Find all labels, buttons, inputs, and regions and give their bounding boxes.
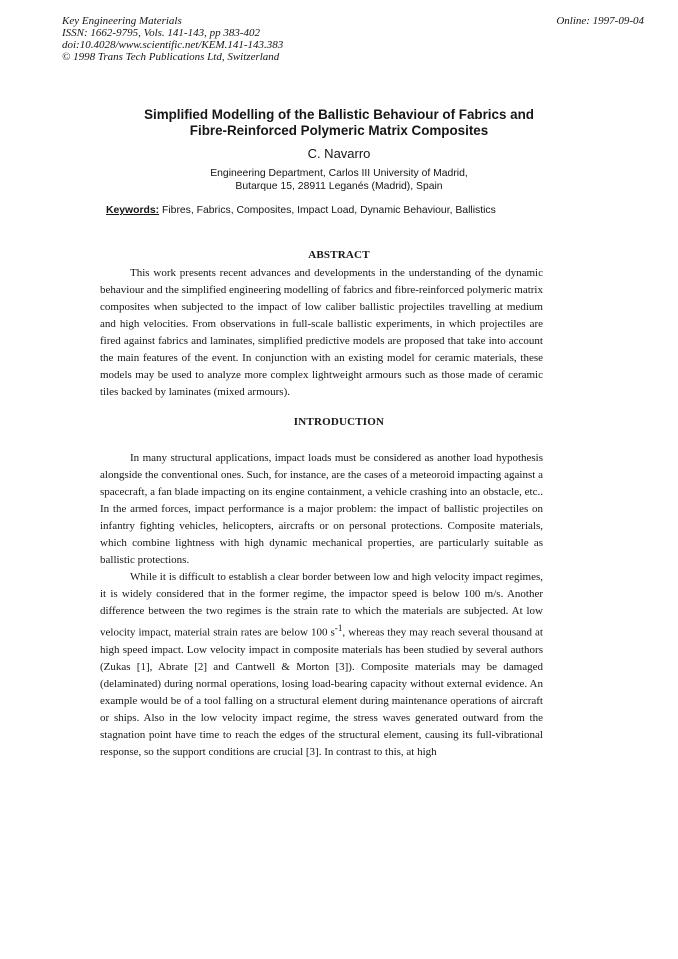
journal-header	[62, 15, 283, 63]
strain-rate-exponent: -1	[334, 623, 343, 633]
paper-title-line: Simplified Modelling of the Ballistic Behaviour of Fabrics and	[144, 107, 534, 122]
introduction-body	[100, 450, 543, 761]
journal-name: Key Engineering Materials	[62, 15, 182, 27]
affiliation-line: Engineering Department, Carlos III University of Madrid,	[210, 168, 468, 179]
affiliation	[0, 168, 678, 193]
keywords	[106, 204, 496, 217]
keywords-label: Keywords:	[106, 205, 160, 216]
journal-copyright: © 1998 Trans Tech Publications Ltd, Switzerland	[62, 51, 280, 63]
introduction-heading: INTRODUCTION	[293, 416, 385, 428]
abstract-heading: ABSTRACT	[308, 249, 370, 261]
abstract-paragraph: This work presents recent advances and developments in the understanding of the dynamic behaviour and the simplified engineering modelling of fabrics and fibre-reinforced polymeric matrix composites when subjected to the impact of low caliber ballistic projectiles travelling at medium and high velocities. From observations in full-scale ballistic experiments, in which projectiles are fired against fabrics and laminates, simplified predictive models are proposed that take into account the main features of the event. In conjunction with an existing model for ceramic materials, these models may be used to analyze more complex lightweight armours such as those made of ceramic tiles backed by laminates (mixed armours).	[100, 267, 543, 398]
paper-title	[0, 107, 678, 139]
paper-title-line: Fibre-Reinforced Polymeric Matrix Composites	[189, 123, 489, 138]
intro-paragraph-text: , whereas they may reach several thousand at high speed impact. Low velocity impact in composite materials has been studied by several authors (Zukas [1], Abrate [2] and Cantwell & Morton [3]). Composite materials may be damaged (delaminated) during normal operations, losing load-bearing capacity without external evidence. An example would be of a tool falling on a structural element during maintenance operations of aircraft or ships. Also in the low velocity impact regime, the stress waves generated outward from the stagnation point have time to reach the edges of the structural element, causing its full-vibrational response, so the support conditions are crucial [3]. In contrast to this, at high	[100, 626, 543, 758]
abstract-body	[100, 265, 543, 401]
author-name: C. Navarro	[307, 146, 371, 161]
keywords-list: Fibres, Fabrics, Composites, Impact Load, Dynamic Behaviour, Ballistics	[159, 205, 496, 216]
intro-paragraph: In many structural applications, impact loads must be considered as another load hypothesis alongside the conventional ones. Such, for instance, are the cases of a meteoroid impacting against a spacecraft, a fan blade impacting on its engine containment, a vehicle crashing into an obstacle, etc.. In the armed forces, impact performance is a major problem: the impact of ballistic projectiles on infantry fighting vehicles, helicopters, aircrafts or on personal protections. Composite materials, which combine lightness with high dynamic mechanical properties, are particularly suitable as ballistic protections.	[100, 452, 543, 566]
online-date: Online: 1997-09-04	[556, 15, 644, 27]
journal-issn: ISSN: 1662-9795, Vols. 141-143, pp 383-402	[62, 27, 260, 39]
journal-doi: doi:10.4028/www.scientific.net/KEM.141-143.383	[62, 39, 284, 51]
intro-paragraph-text: While it is difficult to establish a clear border between low and high velocity impact regimes, it is widely considered that in the former regime, the impactor speed is below 100 m/s. Another difference between the two regimes is the strain rate to which the materials are subjected. At low velocity impact, material strain rates are below 100 s	[100, 571, 543, 639]
intro-paragraph	[100, 569, 543, 761]
affiliation-line: Butarque 15, 28911 Leganés (Madrid), Spain	[235, 180, 443, 192]
